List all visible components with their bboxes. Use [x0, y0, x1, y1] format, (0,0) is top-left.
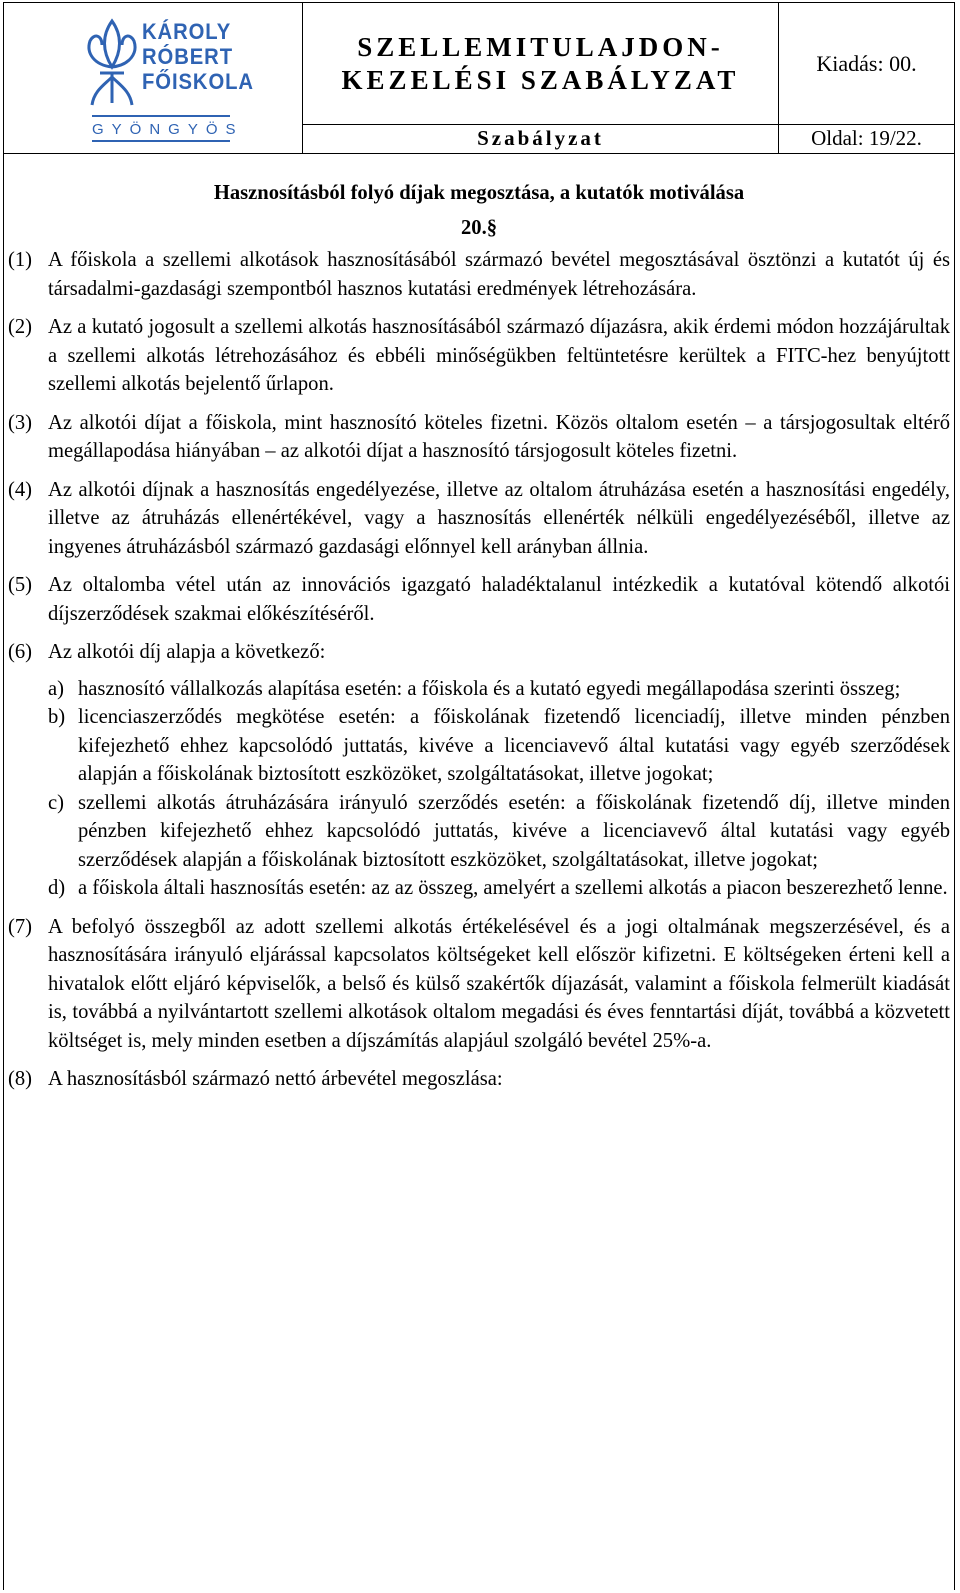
paragraph-text: Az oltalomba vétel után az innovációs igazgató haladéktalanul intézkedik a kutatóval kötendő alkotói díjszerződések szakmai előkészítéséről.: [48, 574, 950, 625]
doc-type-cell: [302, 124, 779, 154]
logo-name-line-1: KÁROLY: [142, 19, 232, 44]
document-title-line-2: KEZELÉSI SZABÁLYZAT: [341, 65, 740, 95]
paragraph-text: Az a kutató jogosult a szellemi alkotás hasznosításából származó díjazásra, akik érdemi módon hozzájárultak a szellemi alkotás létrehozásához és ebbéli minőségükben feltüntetésre kerültek a FITC-hez benyújtott szellemi alkotás bejelentő űrlapon.: [48, 316, 950, 395]
document-body: [8, 176, 950, 1104]
paragraph-4: [8, 476, 950, 562]
paragraph-number: (4): [8, 478, 33, 501]
paragraph-text: Az alkotói díjat a főiskola, mint hasznosító köteles fizetni. Közös oltalom esetén – a társjogosultak eltérő megállapodása hiányában – az alkotói díjat a hasznosító társjogosult köteles fizetni.: [48, 411, 950, 462]
logo-divider-top: [92, 115, 230, 117]
document-title-cell: [302, 2, 779, 125]
logo-name-line-3: FŐISKOLA: [142, 69, 254, 94]
sub-item-list: [8, 675, 950, 903]
paragraph-1: [8, 246, 950, 303]
issue-cell: [778, 2, 955, 125]
paragraph-2: [8, 313, 950, 399]
document-header: [3, 2, 955, 154]
paragraph-number: (5): [8, 574, 33, 596]
paragraph-text: Az alkotói díj alapja a következő:: [48, 641, 326, 663]
sub-item-letter: d): [48, 877, 66, 899]
logo-name: [142, 19, 254, 94]
sub-item-text: a főiskola általi hasznosítás esetén: az az összeg, amelyért a szellemi alkotás a piacon beszerezhető lenne.: [78, 877, 948, 899]
paragraph-text: A főiskola a szellemi alkotások hasznosításából származó bevétel megosztásával ösztönzi a kutatót új és társadalmi-gazdasági szempontból hasznos kutatási eredmények létrehozására.: [48, 249, 950, 300]
document-title-line-1: SZELLEMITULAJDON-: [357, 32, 724, 62]
sub-item-letter: c): [48, 791, 64, 814]
logo-city: GYÖNGYÖS: [92, 121, 244, 138]
paragraph-number: (7): [8, 915, 33, 938]
paragraph-text: Az alkotói díjnak a hasznosítás engedélyezése, illetve az oltalom átruházása esetén a hasznosítási engedély, illetve az átruházás ellenértékével, vagy a hasznosítás ellenérték nélküli engedélyezéséből, illetve az ingyenes átruházásból származó gazdasági előnnyel kell arányban állnia.: [48, 478, 950, 558]
page-number: Oldal: 19/22.: [811, 126, 922, 150]
logo-cell: [3, 2, 303, 154]
paragraph-number: (2): [8, 316, 33, 338]
section-heading: Hasznosításból folyó díjak megosztása, a kutatók motiválása: [213, 182, 745, 204]
logo-name-line-2: RÓBERT: [142, 44, 233, 69]
paragraph-number: (3): [8, 411, 33, 434]
document-title: [303, 31, 778, 97]
paragraph-8: [8, 1065, 950, 1094]
sub-item-b: [8, 703, 950, 789]
paragraph-number: (8): [8, 1068, 33, 1090]
paragraph-3: [8, 409, 950, 466]
paragraph-5: [8, 571, 950, 628]
paragraph-6: [8, 638, 950, 667]
paragraph-number: (1): [8, 249, 33, 271]
paragraph-text: A hasznosításból származó nettó árbevétel megoszlása:: [48, 1068, 503, 1090]
paragraph-text: A befolyó összegből az adott szellemi alkotás értékelésével és a jogi oltalmának megszerzésével, és a hasznosítására irányuló eljárással kapcsolatos költségeket kell először kifizetni. E költségeken érteni kell a hivatalok előtt eljáró képviselők, a belső és külső szakértők díjazását, valamint a főiskola felmerült kiadását is, továbbá a nyilvántartott szellemi alkotások oltalom megadási és éves fenntartási díját, továbbá a közvetett költséget is, mely minden esetben a díjszámítás alapjául szolgáló bevétel 25%-a.: [48, 915, 950, 1052]
section-number: 20.§: [460, 217, 498, 239]
sub-item-a: [8, 675, 950, 704]
sub-item-letter: b): [48, 706, 66, 728]
fleur-de-lis-icon: [84, 17, 140, 113]
logo-divider-bottom: [92, 140, 230, 142]
sub-item-letter: a): [48, 677, 64, 700]
paragraph-7: [8, 913, 950, 1056]
page-number-cell: [778, 124, 955, 154]
issue-number: Kiadás: 00.: [816, 51, 917, 76]
paragraph-number: (6): [8, 641, 33, 663]
doc-type: Szabályzat: [477, 126, 604, 150]
sub-item-d: [8, 874, 950, 903]
sub-item-text: szellemi alkotás átruházására irányuló szerződés esetén: a főiskolának fizetendő díj, illetve minden pénzben kifejezhető ehhez kapcsolódó juttatás, kivéve a licenciavevő által kutatási vagy egyéb szerződések alapján a főiskolának biztosított eszközöket, szolgáltatásokat, illetve jogokat;: [78, 791, 950, 871]
sub-item-text: hasznosító vállalkozás alapítása esetén: a főiskola és a kutató egyedi megállapodása szerinti összeg;: [78, 677, 901, 700]
institution-logo: [82, 17, 254, 143]
sub-item-c: [8, 789, 950, 875]
sub-item-text: licenciaszerződés megkötése esetén: a főiskolának fizetendő licenciadíj, illetve minden pénzben kifejezhető ehhez kapcsolódó juttatás, kivéve a licenciavevő által kutatási vagy egyéb szerződések alapján a főiskolának biztosított eszközöket, szolgáltatásokat, illetve jogokat;: [78, 706, 950, 785]
